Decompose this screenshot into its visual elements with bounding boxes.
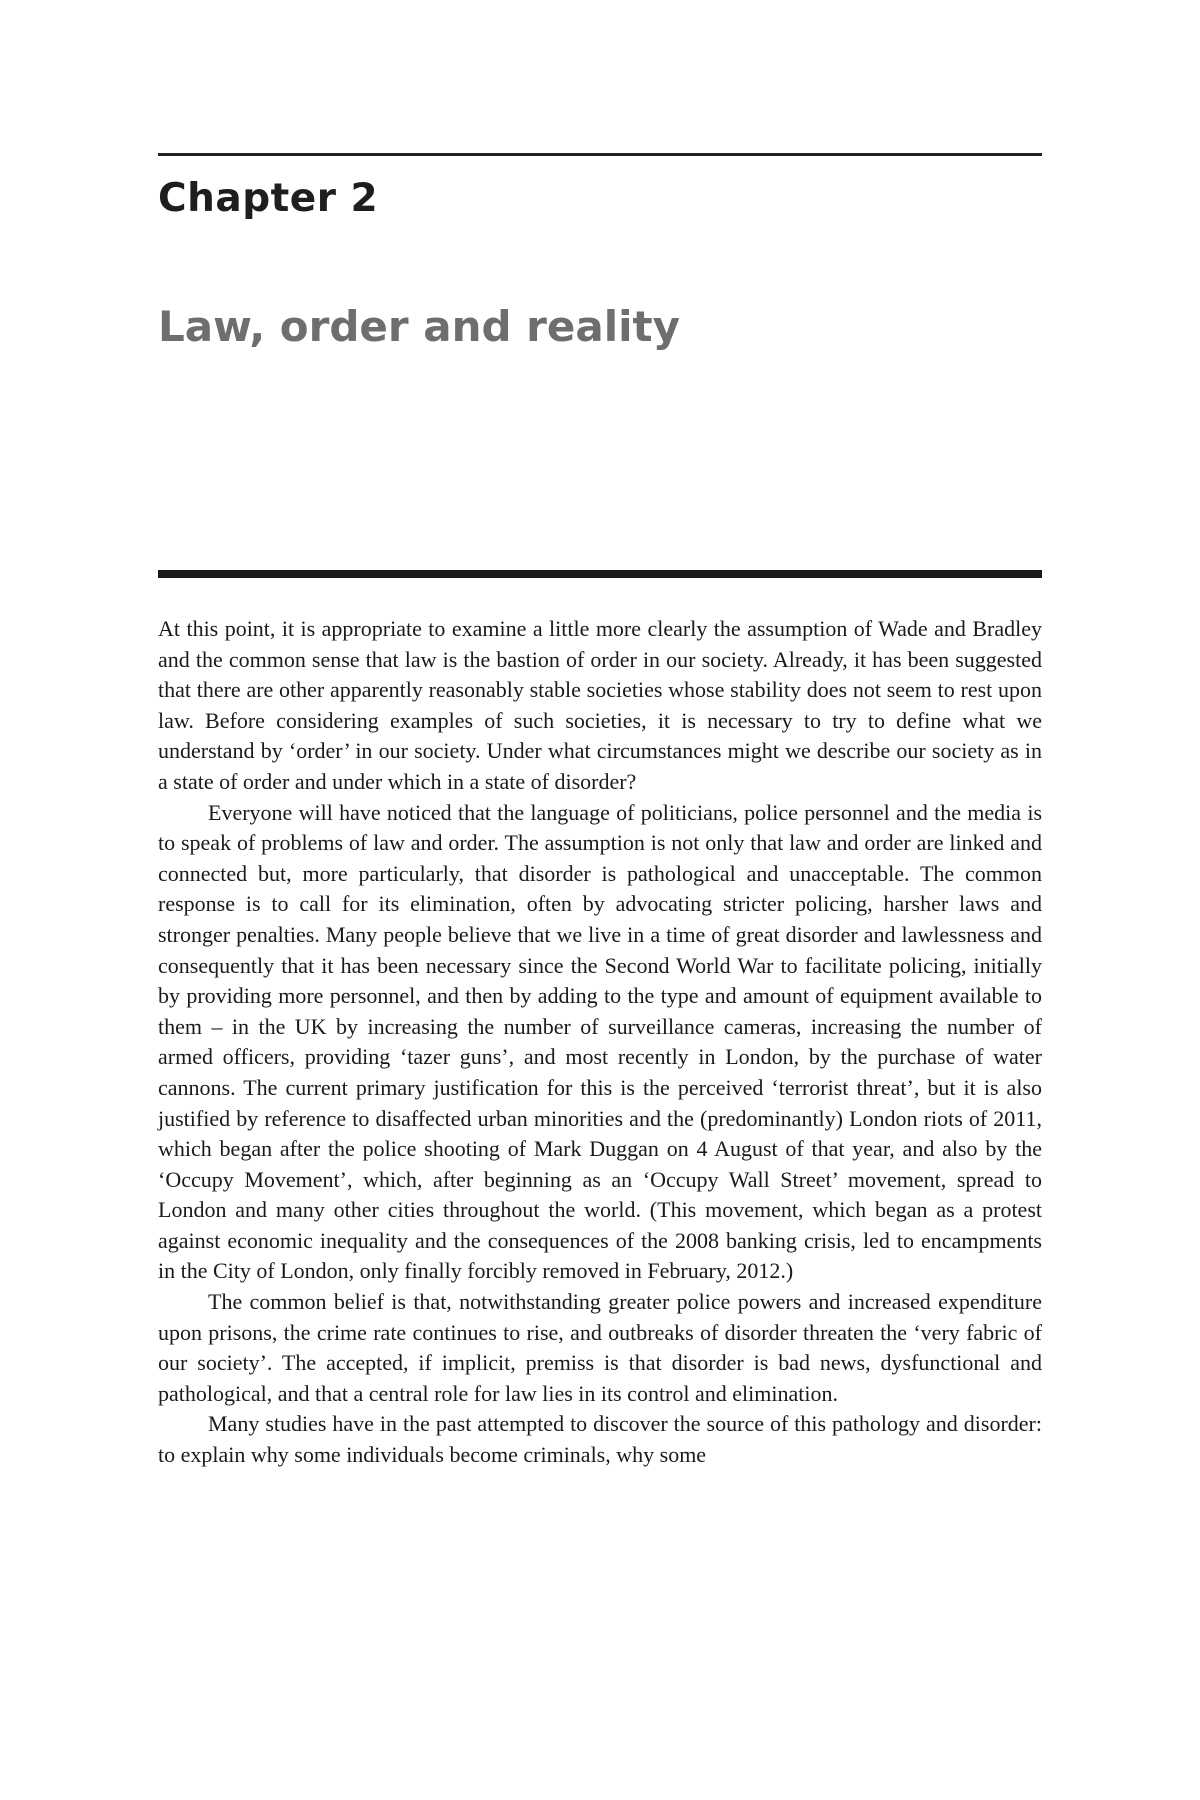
top-rule <box>158 153 1042 156</box>
section-divider <box>158 570 1042 578</box>
paragraph: Many studies have in the past attempted to discover the source of this pathology and disorder: to explain why some individuals become criminals, why some <box>158 1411 1042 1468</box>
body-text <box>158 614 1042 1471</box>
chapter-number: Chapter 2 <box>158 176 379 221</box>
paragraph: Everyone will have noticed that the language of politicians, police personnel and the media is to speak of problems of law and order. The assumption is not only that law and order are linked and connected but, more particularly, that disorder is pathological and unacceptable. The common response is to call for its elimination, often by advocating stricter policing, harsher laws and stronger penalties. Many people believe that we live in a time of great disorder and lawlessness and consequently that it has been necessary since the Second World War to facilitate policing, initially by providing more personnel, and then by adding to the type and amount of equipment available to them – in the UK by increasing the number of surveillance cameras, increasing the number of armed officers, providing ‘tazer guns’, and most recently in London, by the purchase of water cannons. The current primary justification for this is the perceived ‘terrorist threat’, but it is also justified by reference to disaffected urban minorities and the (predominantly) London riots of 2011, which began after the police shooting of Mark Duggan on 4 August of that year, and also by the ‘Occupy Movement’, which, after beginning as an ‘Occupy Wall Street’ movement, spread to London and many other cities throughout the world. (This movement, which began as a protest against economic inequality and the consequences of the 2008 banking crisis, led to encampments in the City of London, only finally forcibly removed in February, 2012.) <box>158 799 1042 1284</box>
chapter-title: Law, order and reality <box>158 302 680 351</box>
paragraph: At this point, it is appropriate to examine a little more clearly the assumption of Wade and Bradley and the common sense that law is the bastion of order in our society. Already, it has been suggested that there are other apparently reasonably stable societies whose stability does not seem to rest upon law. Before considering examples of such societies, it is necessary to try to define what we understand by ‘order’ in our society. Under what circumstances might we describe our society as in a state of order and under which in a state of disorder? <box>158 616 1042 794</box>
paragraph: The common belief is that, notwithstanding greater police powers and increased expenditure upon prisons, the crime rate continues to rise, and outbreaks of disorder threaten the ‘very fabric of our society’. The accepted, if implicit, premiss is that disorder is bad news, dysfunctional and pathological, and that a central role for law lies in its control and elimination. <box>158 1289 1042 1406</box>
